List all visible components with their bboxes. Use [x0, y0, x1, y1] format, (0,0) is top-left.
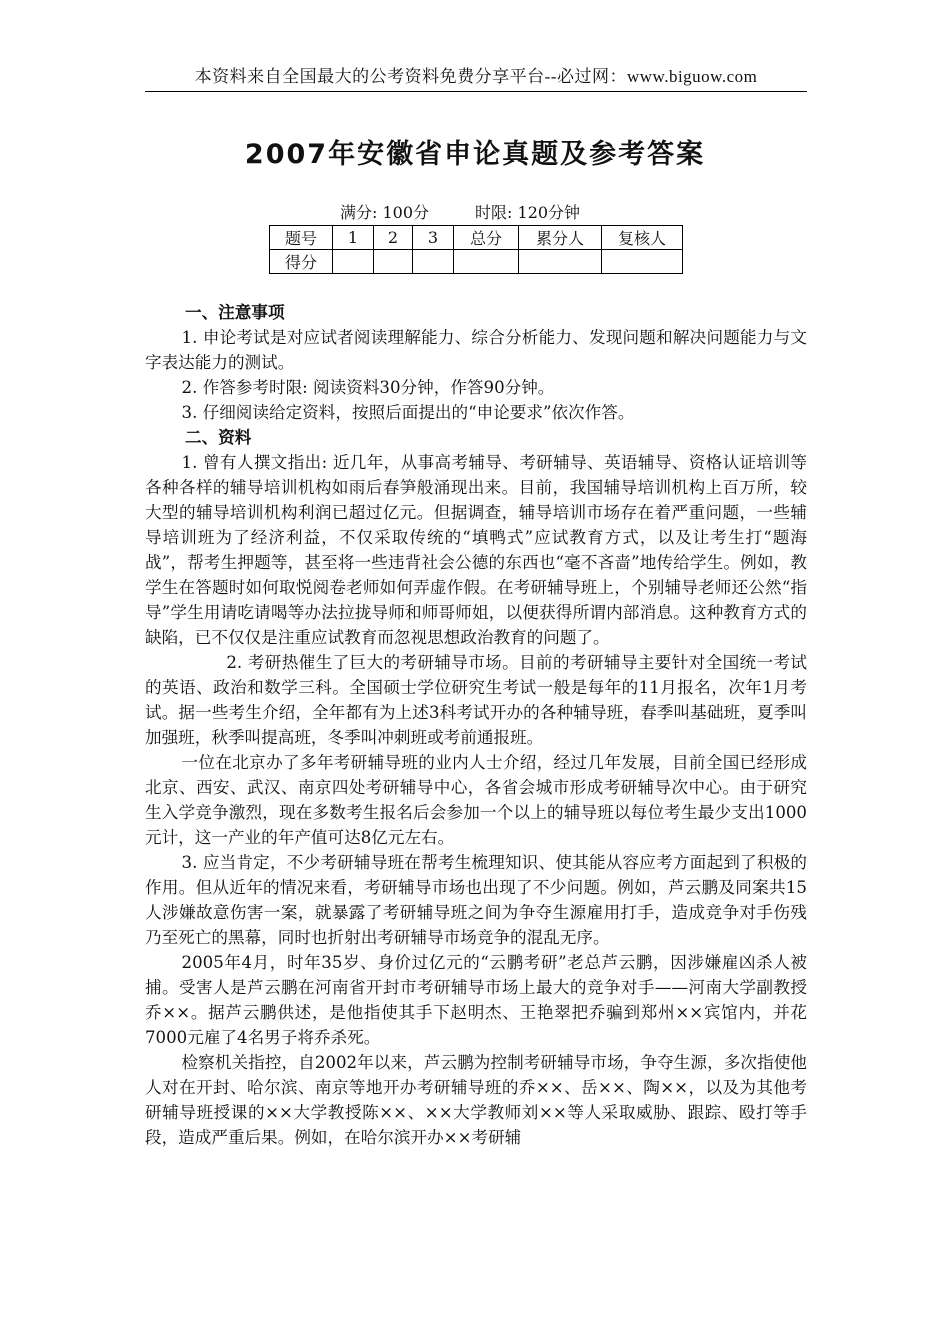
table-cell	[333, 250, 374, 274]
material-paragraph: 2005年4月，时年35岁、身价过亿元的“云鹏考研”老总芦云鹏，因涉嫌雇凶杀人被捕。受害人是芦云鹏在河南省开封市考研辅导市场上最大的竞争对手——河南大学副教授乔××。据芦云鹏供述，是他指使其手下赵明杰、王艳翠把乔骗到郑州××宾馆内，并花7000元雇了4名男子将乔杀死。	[145, 953, 807, 1047]
table-cell	[602, 250, 683, 274]
score-table-score-row	[270, 250, 683, 274]
table-cell	[374, 250, 413, 274]
material-paragraph: 3. 应当肯定，不少考研辅导班在帮考生梳理知识、使其能从容应考方面起到了积极的作用。但从近年的情况来看，考研辅导市场也出现了不少问题。例如，芦云鹏及同案共15人涉嫌故意伤害一案，就暴露了考研辅导班之间为争夺生源雇用打手，造成竞争对手伤残乃至死亡的黑幕，同时也折射出考研辅导市场竞争的混乱无序。	[145, 853, 807, 947]
table-cell	[413, 250, 454, 274]
time-limit: 时限: 120分钟	[475, 203, 581, 222]
note-paragraph: 1. 申论考试是对应试者阅读理解能力、综合分析能力、发现问题和解决问题能力与文字表达能力的测试。	[145, 328, 807, 372]
table-cell: 累分人	[519, 226, 602, 250]
table-cell	[519, 250, 602, 274]
score-table-header-row	[270, 226, 683, 250]
table-cell: 3	[413, 226, 454, 250]
exam-info	[340, 200, 580, 223]
material-paragraph: 1. 曾有人撰文指出: 近几年，从事高考辅导、考研辅导、英语辅导、资格认证培训等各种各样的辅导培训机构如雨后春笋般涌现出来。目前，我国辅导培训机构上百万所，较大型的辅导培训机构利润已超过亿元。但据调查，辅导培训市场存在着严重问题，一些辅导培训班为了经济利益，不仅采取传统的“填鸭式”应试教育方式，以及让考生打“题海战”，帮考生押题等，甚至将一些违背社会公德的东西也“毫不吝啬”地传给学生。例如，教学生在答题时如何取悦阅卷老师如何弄虚作假。在考研辅导班上，个别辅导老师还公然“指导”学生用请吃请喝等办法拉拢导师和师哥师姐，以便获得所谓内部消息。这种教育方式的缺陷，已不仅仅是注重应试教育而忽视思想政治教育的问题了。	[145, 453, 807, 647]
table-cell: 2	[374, 226, 413, 250]
score-table	[269, 225, 683, 274]
body-content	[145, 300, 807, 1150]
note-paragraph: 3. 仔细阅读给定资料，按照后面提出的“申论要求”依次作答。	[181, 403, 635, 422]
source-header: 本资料来自全国最大的公考资料免费分享平台--必过网：www.biguow.com	[194, 67, 758, 86]
table-cell: 题号	[270, 226, 333, 250]
material-paragraph: 一位在北京办了多年考研辅导班的业内人士介绍，经过几年发展，目前全国已经形成北京、西安、武汉、南京四处考研辅导中心，各省会城市形成考研辅导次中心。由于研究生入学竞争激烈，现在多数考生报名后会参加一个以上的辅导班以每位考生最少支出1000元计，这一产业的年产值可达8亿元左右。	[145, 753, 807, 847]
section-heading-notes: 一、注意事项	[185, 302, 285, 322]
table-cell: 1	[333, 226, 374, 250]
full-score: 满分: 100分	[340, 203, 430, 222]
section-heading-materials: 二、资料	[185, 427, 252, 447]
note-paragraph: 2. 作答参考时限: 阅读资料30分钟，作答90分钟。	[181, 378, 555, 397]
table-cell: 复核人	[602, 226, 683, 250]
material-paragraph: 2. 考研热催生了巨大的考研辅导市场。目前的考研辅导主要针对全国统一考试的英语、政治和数学三科。全国硕士学位研究生考试一般是每年的11月报名，次年1月考试。据一些考生介绍，全年都有为上述3科考试开办的各种辅导班，春季叫基础班，夏季叫加强班，秋季叫提高班，冬季叫冲刺班或考前通报班。	[145, 653, 807, 747]
table-cell: 得分	[270, 250, 333, 274]
document-title: 2007年安徽省申论真题及参考答案	[244, 139, 706, 170]
header-divider	[145, 91, 807, 92]
table-cell: 总分	[454, 226, 519, 250]
table-cell	[454, 250, 519, 274]
material-paragraph: 检察机关指控，自2002年以来，芦云鹏为控制考研辅导市场，争夺生源，多次指使他人对在开封、哈尔滨、南京等地开办考研辅导班的乔××、岳××、陶××，以及为其他考研辅导班授课的××大学教授陈××、××大学教师刘××等人采取威胁、跟踪、殴打等手段，造成严重后果。例如，在哈尔滨开办××考研辅	[145, 1053, 807, 1147]
